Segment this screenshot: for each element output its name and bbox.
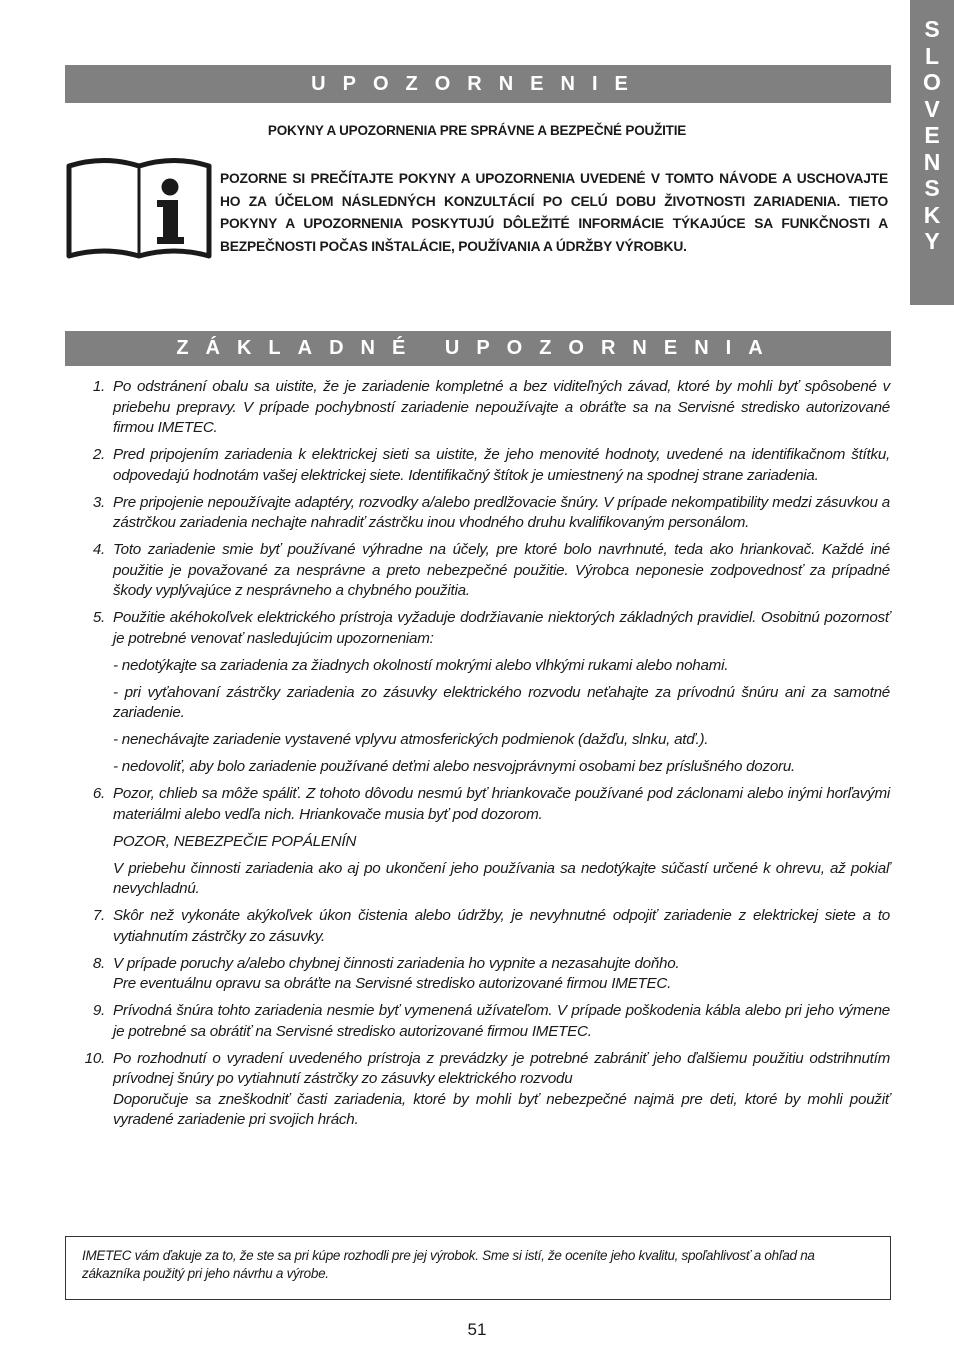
- thank-you-text: IMETEC vám ďakuje za to, že ste sa pri kúpe rozhodli pre jej výrobok. Sme si istí, že oceníte jeho kvalitu, spoľahlivosť a ohľad na zákazníka použitý pri jeho návrhu a výrobe.: [82, 1248, 815, 1281]
- list-item-number: 8.: [92, 954, 105, 972]
- list-item-number: 10.: [84, 1049, 105, 1067]
- list-item: [80, 1001, 890, 1042]
- page-subtitle: POKYNY A UPOZORNENIA PRE SPRÁVNE A BEZPEČNÉ POUŽITIE: [267, 123, 687, 138]
- list-item-text: - nedotýkajte sa zariadenia za žiadnych okolností mokrými alebo vlhkými rukami alebo nohami.: [113, 656, 729, 674]
- list-item-text: Použitie akéhokoľvek elektrického prístroja vyžaduje dodržiavanie niektorých základných pravidiel. Osobitnú pozornosť je potrebné venovať nasledujúcim upozorneniam:: [113, 609, 890, 647]
- side-tab-letter: Y: [924, 228, 940, 254]
- list-item: [80, 906, 890, 947]
- list-item-number: 6.: [92, 785, 105, 802]
- side-tab-letter: S: [924, 175, 940, 201]
- warning-section-banner: [65, 65, 891, 103]
- side-tab-letter: K: [923, 201, 941, 228]
- section-title: ZÁKLADNÉ UPOZORNENIA: [176, 337, 780, 359]
- side-tab-letter: V: [924, 95, 940, 122]
- thank-you-note: [65, 1236, 891, 1300]
- list-item: [80, 954, 890, 995]
- language-side-tab: [910, 0, 954, 305]
- intro-warning-text: POZORNE SI PREČÍTAJTE POKYNY A UPOZORNENIA UVEDENÉ V TOMTO NÁVODE A USCHOVAJTE HO ZA ÚČELOM NÁSLEDNÝCH KONZULTÁCIÍ PO CELÚ DOBU ŽIVOTNOSTI ZARIADENIA. TIETO POKYNY A UPOZORNENIA POSKYTUJÚ DÔLEŽITÉ INFORMÁCIE TÝKAJÚCE SA FUNKČNOSTI A BEZPEČNOSTI POČAS INŠTALÁCIE, POUŽÍVANIA A ÚDRŽBY VÝROBKU.: [220, 171, 888, 254]
- side-tab-letter: E: [924, 122, 940, 148]
- list-item-text: - nenechávajte zariadenie vystavené vplyvu atmosferických podmienok (dažďu, slnku, atď.).: [113, 731, 709, 748]
- list-item: [80, 608, 890, 778]
- list-item: [80, 1049, 890, 1131]
- list-item-text: Po odstránení obalu sa uistite, že je zariadenie kompletné a bez viditeľných závad, ktoré by mohli byť spôsobené v priebehu prepravy. V prípade pochybností zariadenie nepoužívajte a obráťte sa na Servisné stredisko autorizované firmou IMETEC.: [113, 378, 890, 436]
- list-item-text: Prívodná šnúra tohto zariadenia nesmie byť vymenená užívateľom. V prípade poškodenia kábla alebo pri jeho výmene je potrebné sa obrátiť na Servisné stredisko autorizované firmou IMETEC.: [113, 1002, 890, 1040]
- list-item: [80, 445, 890, 486]
- list-item-number: 3.: [92, 493, 105, 511]
- list-item-text: Po rozhodnutí o vyradení uvedeného prístroja z prevádzky je potrebné zabrániť jeho ďalšiemu použitiu odstrihnutím prívodnej šnúry po vytiahnutí zástrčky zo zásuvky elektrického rozvodu Doporučuje sa zneškodniť časti zariadenia, ktoré by mohli byť nebezpečné najmä pre deti, ktoré by mohli použiť vyradené zariadenie pri svojich hrách.: [113, 1049, 890, 1128]
- list-item-number: 7.: [92, 907, 105, 924]
- list-item-number: 2.: [92, 446, 105, 463]
- list-item: [80, 377, 890, 439]
- list-item-text: POZOR, NEBEZPEČIE POPÁLENÍN: [113, 832, 357, 850]
- list-item: [80, 784, 890, 900]
- list-item: [80, 493, 890, 534]
- list-item-text: - pri vyťahovaní zástrčky zariadenia zo zásuvky elektrického rozvodu neťahajte za prívodnú šnúru ani za samotné zariadenie.: [113, 683, 890, 721]
- list-item-text: - nedovoliť, aby bolo zariadenie používané deťmi alebo nesvojprávnymi osobami bez príslušného dozoru.: [113, 758, 796, 775]
- list-item-text: Skôr než vykonáte akýkoľvek úkon čistenia alebo údržby, je nevyhnutné odpojiť zariadenie z elektrickej siete a to vytiahnutím zástrčky zo zásuvky.: [113, 907, 890, 945]
- list-item-number: 4.: [92, 541, 105, 558]
- list-item-text: Pred pripojením zariadenia k elektrickej sieti sa uistite, že jeho menovité hodnoty, uvedené na identifikačnom štítku, odpovedajú hodnotám vašej elektrickej siete. Identifikačný štítok je umiestnený na spodnej strane zariadenia.: [113, 446, 890, 484]
- list-item-text: V priebehu činnosti zariadenia ako aj po ukončení jeho používania sa nedotýkajte súčastí určené k ohrevu, až pokiaľ nevychladnú.: [113, 859, 890, 897]
- side-tab-letter: N: [923, 148, 941, 175]
- side-tab-letter: S: [924, 16, 940, 42]
- list-item-text: Pre pripojenie nepoužívajte adaptéry, rozvodky a/alebo predlžovacie šnúry. V prípade nekompatibility medzi zásuvkou a zástrčkou zariadenia nechajte nahradiť zástrčku inou vhodného druhu kvalifikovaným personálom.: [113, 493, 890, 531]
- warning-list: [80, 377, 890, 1137]
- list-item-number: 5.: [92, 609, 105, 626]
- list-item-number: 9.: [92, 1002, 105, 1019]
- info-book-icon: [66, 156, 212, 260]
- side-tab-letter: L: [924, 42, 940, 69]
- list-item-number: 1.: [92, 378, 105, 395]
- side-tab-letter: O: [923, 69, 941, 95]
- list-item: [80, 540, 890, 602]
- list-item-text: Toto zariadenie smie byť používané výhradne na účely, pre ktoré bolo navrhnuté, teda ako hriankovač. Každé iné použitie je považované za nesprávne a preto nebezpečné použitie. Výrobca neponesie zodpovednosť za prípadné škody vyplývajúce z nesprávneho a chybného použitia.: [113, 541, 890, 599]
- section-title: UPOZORNENIE: [311, 72, 645, 95]
- list-item-text: Pozor, chlieb sa môže spáliť. Z tohoto dôvodu nesmú byť hriankovače používané pod záclonami alebo inými horľavými materiálmi alebo vedľa nich. Hriankovače musia byť pod dozorom.: [113, 785, 890, 823]
- basic-warnings-banner: [65, 331, 891, 366]
- page-number: 51: [467, 1320, 487, 1339]
- list-item-text: V prípade poruchy a/alebo chybnej činnosti zariadenia ho vypnite a nezasahujte doňho. Pre eventuálnu opravu sa obráťte na Servisné stredisko autorizované firmou IMETEC.: [113, 954, 680, 992]
